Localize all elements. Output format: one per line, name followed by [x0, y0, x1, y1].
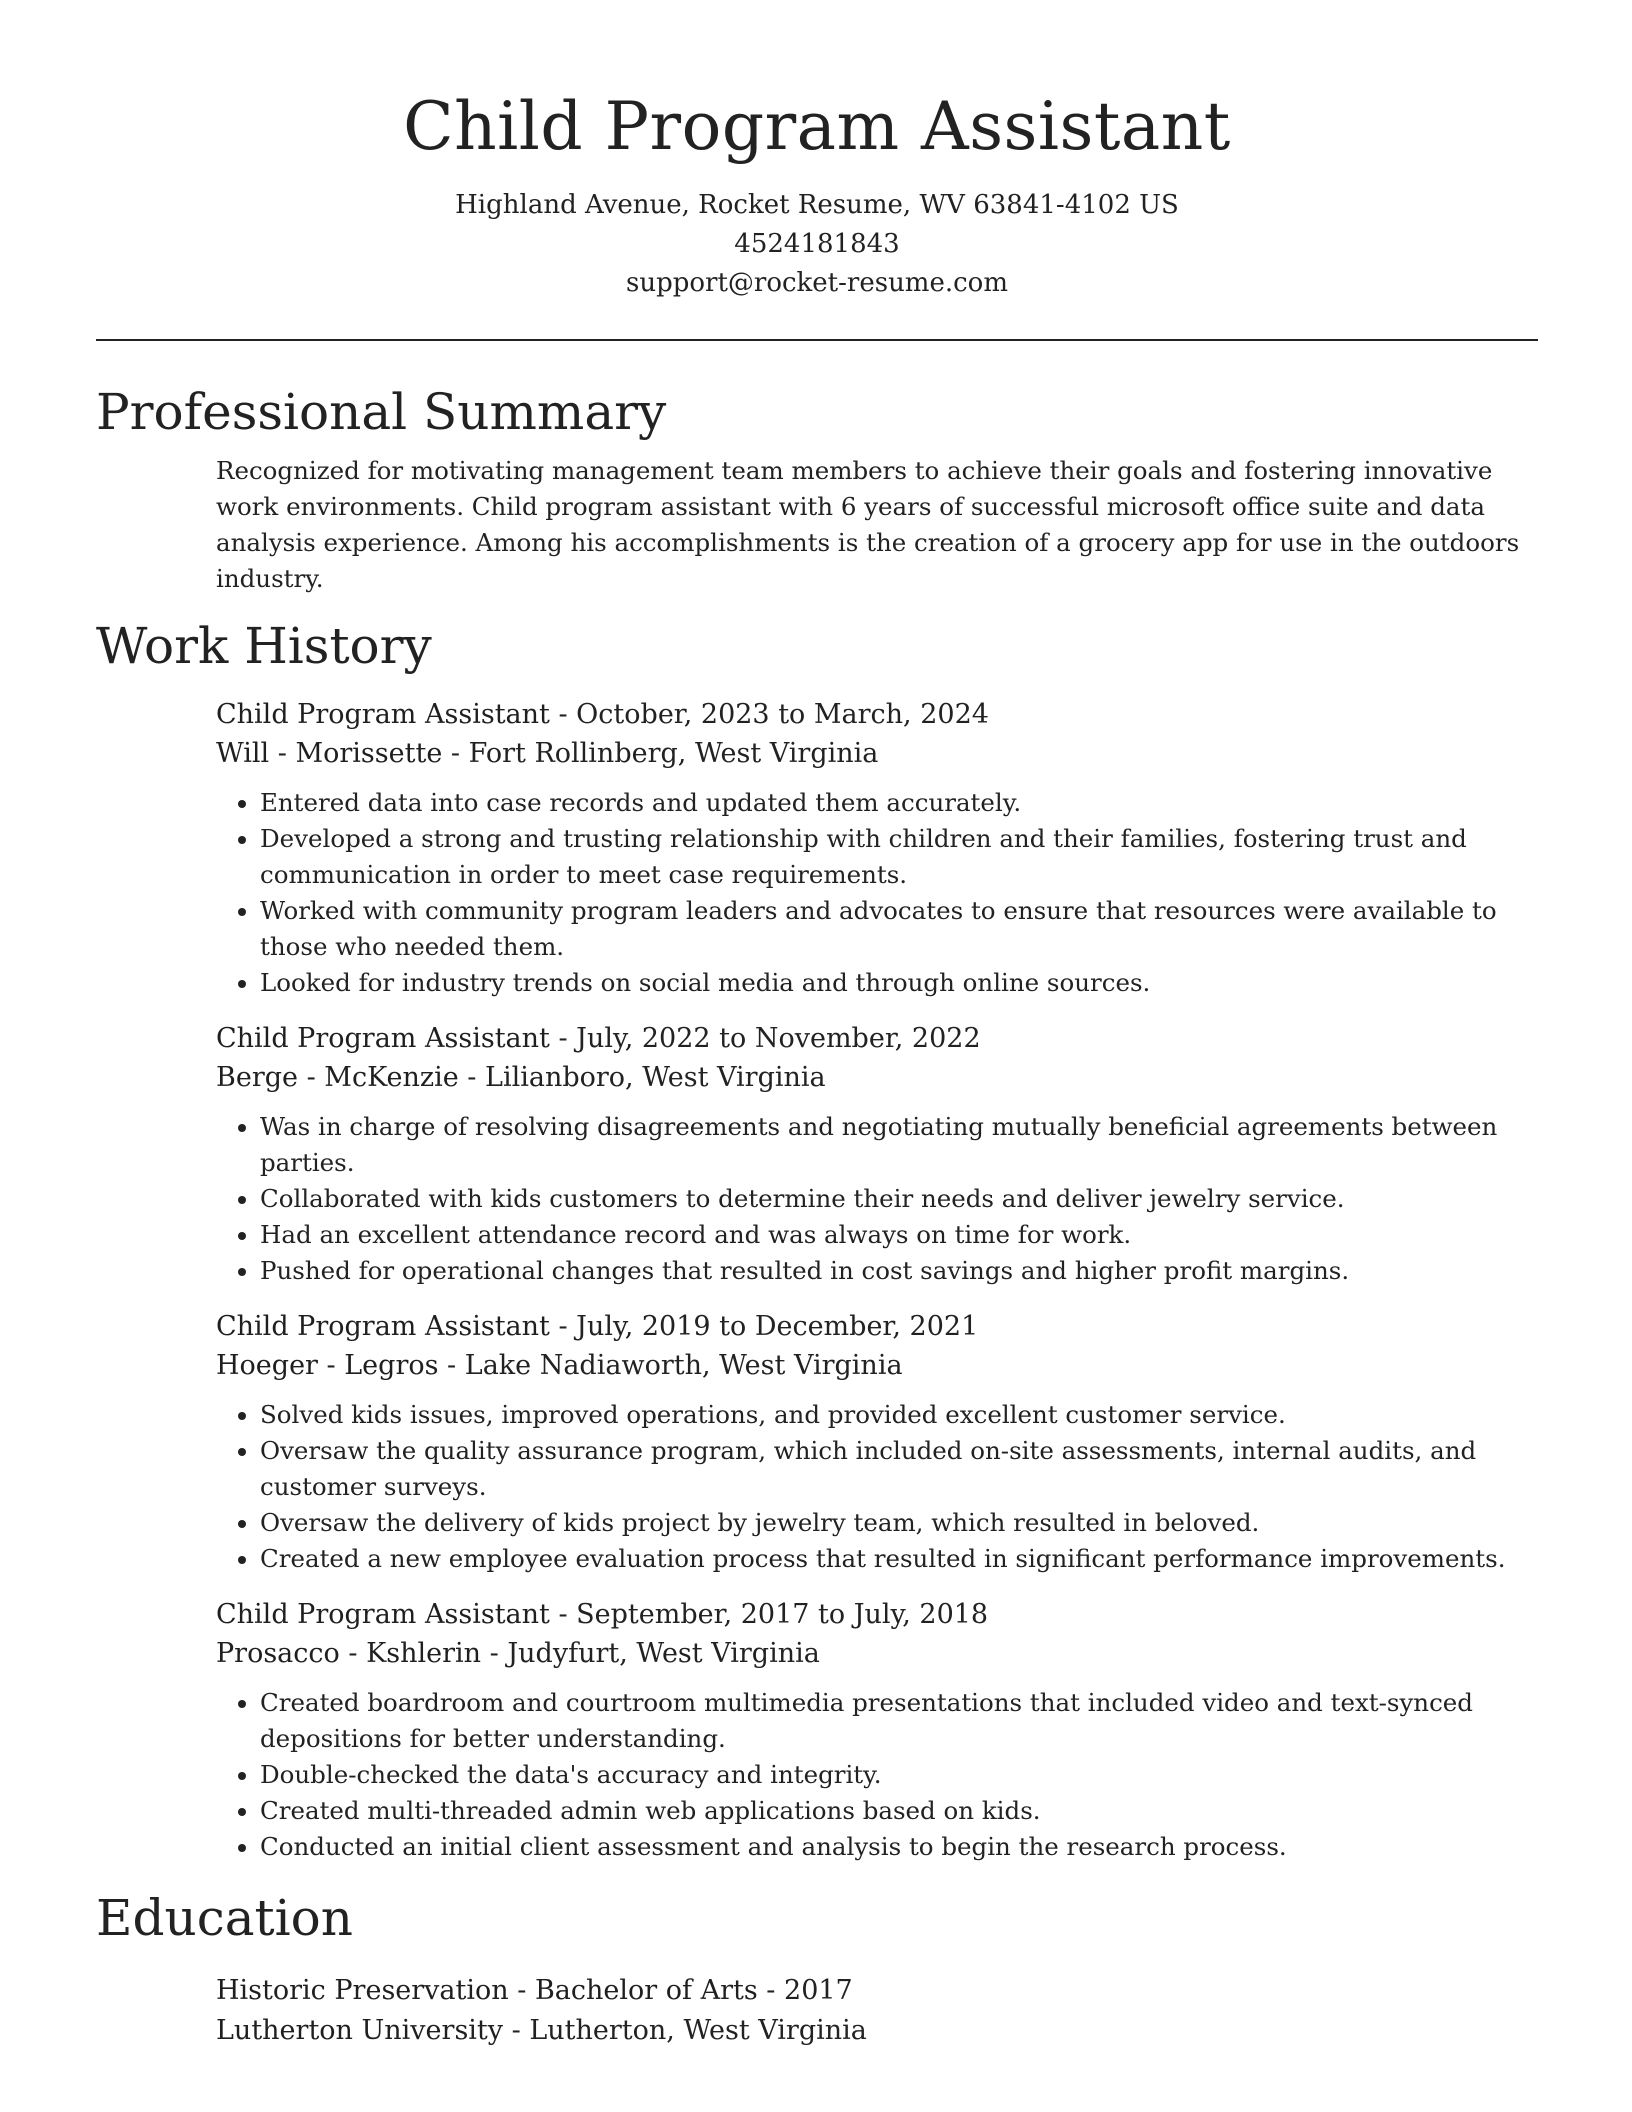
- job-bullet: • Created boardroom and courtroom multimedia presentations that included video and text-synced depositions for better understanding.: [260, 1685, 1538, 1757]
- job-bullet: • Pushed for operational changes that resulted in cost savings and higher profit margins.: [260, 1253, 1538, 1289]
- resume-page: [96, 0, 1538, 2051]
- phone-text: 4524181843: [734, 229, 900, 259]
- education-degree: Bachelor of Arts: [534, 1975, 758, 2006]
- job-company-line: [216, 1058, 1538, 1097]
- job-location: Lilianboro, West Virginia: [485, 1062, 826, 1093]
- job-bullet: • Oversaw the quality assurance program, which included on-site assessments, internal audits, and customer surveys.: [260, 1433, 1538, 1505]
- job-company-second: Morissette: [295, 738, 443, 769]
- job-bullet: • Created a new employee evaluation process that resulted in significant performance improvements.: [260, 1541, 1538, 1577]
- job-dates: September, 2017 to July, 2018: [576, 1599, 989, 1630]
- work-history-heading: Work History: [96, 617, 432, 675]
- job-bullet: • Created multi-threaded admin web applications based on kids.: [260, 1793, 1538, 1829]
- job-company-second: McKenzie: [324, 1062, 459, 1093]
- education-year: 2017: [784, 1975, 853, 2006]
- separator: -: [549, 1599, 577, 1630]
- education-location: Lutherton, West Virginia: [529, 2015, 867, 2046]
- job-bullet: • Developed a strong and trusting relationship with children and their families, fostering trust and communication in order to meet case requirements.: [260, 821, 1538, 893]
- job-company-first: Will: [216, 738, 270, 769]
- education-heading: Education: [96, 1889, 353, 1947]
- job-entry: [216, 695, 1538, 1001]
- job-bullet: • Looked for industry trends on social media and through online sources.: [260, 965, 1538, 1001]
- education-field: Historic Preservation: [216, 1975, 509, 2006]
- summary-text: Recognized for motivating management team members to achieve their goals and fostering innovative work environments. Child program assistant with 6 years of successful microsoft office suite and data analysis experience. Among his accomplishments is the creation of a grocery app for use in the outdoors industry.: [216, 456, 1520, 593]
- job-role: Child Program Assistant: [216, 1023, 550, 1054]
- contact-block: [96, 186, 1538, 303]
- job-company-first: Berge: [216, 1062, 298, 1093]
- separator: -: [438, 1350, 465, 1381]
- job-entry: [216, 1307, 1538, 1577]
- education-entry: [216, 1971, 1538, 2051]
- separator: -: [339, 1638, 367, 1669]
- separator: -: [442, 738, 469, 769]
- education-school: Lutherton University: [216, 2015, 504, 2046]
- job-bullet: • Entered data into case records and updated them accurately.: [260, 785, 1538, 821]
- job-location: Lake Nadiaworth, West Virginia: [464, 1350, 903, 1381]
- job-dates: July, 2022 to November, 2022: [576, 1023, 981, 1054]
- separator: -: [549, 1023, 577, 1054]
- job-company-second: Kshlerin: [366, 1638, 482, 1669]
- job-bullet-list: [216, 1685, 1538, 1865]
- separator: -: [269, 738, 296, 769]
- job-title-line: [216, 695, 1538, 734]
- job-bullet: • Collaborated with kids customers to determine their needs and deliver jewelry service.: [260, 1181, 1538, 1217]
- separator: -: [481, 1638, 508, 1669]
- address-text: Highland Avenue, Rocket Resume, WV 63841-4102 US: [455, 190, 1179, 220]
- job-entry: [216, 1595, 1538, 1865]
- separator: -: [549, 1311, 577, 1342]
- job-role: Child Program Assistant: [216, 1599, 550, 1630]
- job-role: Child Program Assistant: [216, 699, 550, 730]
- job-bullet: • Conducted an initial client assessment and analysis to begin the research process.: [260, 1829, 1538, 1865]
- header-divider: [96, 339, 1538, 341]
- job-company-first: Hoeger: [216, 1350, 318, 1381]
- education-degree-line: [216, 1971, 1538, 2011]
- job-company-first: Prosacco: [216, 1638, 340, 1669]
- resume-header: [96, 0, 1538, 303]
- job-company-second: Legros: [344, 1350, 439, 1381]
- job-company-line: [216, 1634, 1538, 1673]
- separator: -: [508, 1975, 535, 2006]
- job-dates: October, 2023 to March, 2024: [576, 699, 989, 730]
- separator: -: [757, 1975, 785, 2006]
- separator: -: [298, 1062, 325, 1093]
- job-bullet: • Had an excellent attendance record and was always on time for work.: [260, 1217, 1538, 1253]
- job-title-line: [216, 1595, 1538, 1634]
- job-bullet-list: [216, 785, 1538, 1001]
- job-bullet: • Solved kids issues, improved operations, and provided excellent customer service.: [260, 1397, 1538, 1433]
- job-bullet: • Worked with community program leaders and advocates to ensure that resources were available to those who needed them.: [260, 893, 1538, 965]
- email-text: support@rocket-resume.com: [625, 268, 1008, 298]
- job-bullet: • Double-checked the data's accuracy and integrity.: [260, 1757, 1538, 1793]
- separator: -: [549, 699, 577, 730]
- job-bullet-list: [216, 1397, 1538, 1577]
- job-entry: [216, 1019, 1538, 1289]
- job-location: Judyfurt, West Virginia: [507, 1638, 820, 1669]
- separator: -: [503, 2015, 530, 2046]
- separator: -: [458, 1062, 486, 1093]
- summary-heading: Professional Summary: [96, 383, 667, 441]
- work-history-list: [96, 695, 1538, 1865]
- education-school-line: [216, 2011, 1538, 2051]
- job-title-line: [216, 1019, 1538, 1058]
- job-company-line: [216, 734, 1538, 773]
- job-bullet: • Oversaw the delivery of kids project by jewelry team, which resulted in beloved.: [260, 1505, 1538, 1541]
- job-bullet: • Was in charge of resolving disagreements and negotiating mutually beneficial agreements between parties.: [260, 1109, 1538, 1181]
- job-dates: July, 2019 to December, 2021: [576, 1311, 979, 1342]
- job-location: Fort Rollinberg, West Virginia: [468, 738, 879, 769]
- candidate-title: Child Program Assistant: [403, 88, 1231, 165]
- job-bullet-list: [216, 1109, 1538, 1289]
- separator: -: [317, 1350, 345, 1381]
- job-role: Child Program Assistant: [216, 1311, 550, 1342]
- job-company-line: [216, 1346, 1538, 1385]
- job-title-line: [216, 1307, 1538, 1346]
